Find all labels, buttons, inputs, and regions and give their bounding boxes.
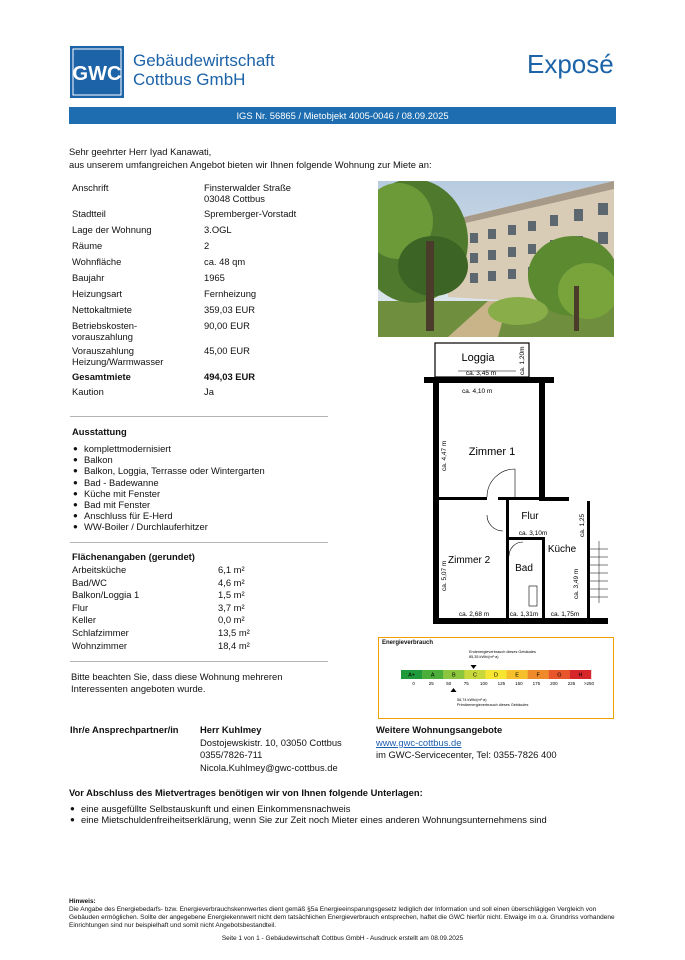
fact-label-line1: Betriebskosten- bbox=[72, 320, 138, 331]
dim-flur-width: ca. 3,10m bbox=[518, 530, 548, 537]
reference-ribbon: IGS Nr. 56865 / Mietobjekt 4005-0046 / 08.09.2025 bbox=[69, 107, 616, 124]
energy-scale-tick: 50 bbox=[446, 681, 452, 686]
list-item: ● eine ausgefüllte Selbstauskunft und einen Einkommensnachweis bbox=[69, 803, 629, 814]
divider bbox=[70, 542, 328, 543]
facts-table bbox=[72, 182, 322, 402]
energy-top-label1: Endenergieverbrauch dieses Gebäudes bbox=[469, 650, 536, 654]
fact-label: Heizungsart bbox=[72, 288, 123, 299]
fact-row-total bbox=[72, 371, 322, 386]
list-item: ● Balkon bbox=[72, 454, 332, 465]
fact-value: ca. 48 qm bbox=[204, 256, 246, 267]
fact-value: 1965 bbox=[204, 272, 225, 283]
fact-label: Lage der Wohnung bbox=[72, 224, 152, 235]
energy-scale-tick: 0 bbox=[412, 681, 415, 686]
fact-row bbox=[72, 256, 322, 272]
area-value: 3,7 m² bbox=[218, 601, 245, 613]
area-row bbox=[72, 640, 322, 653]
energy-bottom-label2: Primärenergieverbrauch dieses Gebäudes bbox=[457, 703, 529, 707]
more-offers bbox=[376, 724, 557, 762]
room-zimmer2: Zimmer 2 bbox=[448, 555, 491, 566]
energy-scale-tick: 100 bbox=[480, 681, 488, 686]
greeting bbox=[69, 146, 432, 171]
greeting-line1: Sehr geehrter Herr Iyad Kanawati, bbox=[69, 146, 212, 157]
energy-class-label: E bbox=[515, 672, 519, 679]
fact-value: 359,03 EUR bbox=[204, 304, 256, 315]
dim-zimmer2-height: ca. 5,07 m bbox=[441, 560, 448, 591]
website-link[interactable]: www.gwc-cottbus.de bbox=[376, 736, 462, 748]
notice-line1: Bitte beachten Sie, dass diese Wohnung mehreren bbox=[71, 671, 283, 682]
features-title: Ausstattung bbox=[72, 426, 127, 437]
company-logo bbox=[70, 46, 124, 98]
divider bbox=[70, 661, 328, 662]
fact-label bbox=[72, 345, 204, 371]
dim-loggia-height: ca. 1,20m bbox=[519, 346, 526, 375]
area-row bbox=[72, 627, 322, 640]
contact-address: Dostojewskistr. 10, 03050 Cottbus bbox=[200, 736, 342, 748]
list-item: ● Küche mit Fenster bbox=[72, 488, 332, 499]
contact-label: Ihr/e Ansprechpartner/in bbox=[70, 724, 179, 735]
fact-value bbox=[204, 182, 322, 208]
room-bad: Bad bbox=[515, 563, 533, 574]
dim-zimmer1-width: ca. 4,10 m bbox=[462, 388, 493, 395]
fact-value-line2: 03048 Cottbus bbox=[204, 193, 265, 204]
notice bbox=[71, 671, 282, 695]
notice-line2: Interessenten angeboten wurde. bbox=[71, 683, 206, 694]
energy-scale-tick: 225 bbox=[567, 681, 576, 686]
page-footer: Seite 1 von 1 - Gebäudewirtschaft Cottbus GmbH - Ausdruck erstellt am 08.09.2025 bbox=[221, 935, 464, 942]
fact-row bbox=[72, 288, 322, 304]
energy-label bbox=[378, 637, 614, 719]
energy-scale-tick: 25 bbox=[428, 681, 434, 686]
area-row bbox=[72, 614, 322, 627]
fact-label: Baujahr bbox=[72, 272, 105, 283]
document-type: Exposé bbox=[527, 49, 614, 79]
fact-value: 90,00 EUR bbox=[204, 320, 250, 331]
dim-kueche-height: ca. 3,49 m bbox=[573, 568, 580, 599]
area-label: Arbeitsküche bbox=[72, 564, 127, 575]
service-center: im GWC-Servicecenter, Tel: 0355-7826 400 bbox=[376, 749, 557, 761]
company-line2: Cottbus GmbH bbox=[133, 70, 246, 89]
area-label: Bad/WC bbox=[72, 576, 107, 588]
fact-value: 3.OGL bbox=[204, 224, 232, 235]
energy-class-label: D bbox=[494, 672, 498, 679]
contact-name: Herr Kuhlmey bbox=[200, 724, 262, 735]
energy-class-label: A bbox=[430, 672, 435, 679]
fact-label: Anschrift bbox=[72, 182, 109, 193]
energy-class-label: H bbox=[578, 672, 583, 679]
list-item: ● Anschluss für E-Herd bbox=[72, 510, 332, 521]
documents-section bbox=[69, 787, 629, 825]
fact-row bbox=[72, 272, 322, 288]
area-row bbox=[72, 602, 322, 615]
energy-scale bbox=[379, 638, 612, 717]
energy-scale-tick: 125 bbox=[497, 681, 506, 686]
company-name bbox=[133, 51, 275, 89]
fact-value: 2 bbox=[204, 240, 210, 251]
energy-bottom-label1: 56,74 kWh/(m²·a) bbox=[457, 698, 487, 702]
room-kueche: Küche bbox=[547, 544, 577, 555]
company-line1: Gebäudewirtschaft bbox=[133, 51, 275, 70]
fact-row bbox=[72, 240, 322, 256]
features-list bbox=[72, 443, 332, 533]
energy-scale-tick: 75 bbox=[463, 681, 469, 686]
energy-scale-tick: 200 bbox=[550, 681, 558, 686]
fact-label-line2: Heizung/Warmwasser bbox=[72, 356, 164, 367]
fact-row bbox=[72, 304, 322, 318]
fact-label-line2: vorauszahlung bbox=[72, 331, 133, 342]
fact-label: Wohnfläche bbox=[72, 256, 122, 267]
room-flur: Flur bbox=[521, 511, 539, 522]
energy-class-label: A+ bbox=[408, 672, 416, 679]
dim-kueche-width: ca. 1,75m bbox=[550, 611, 580, 618]
logo-text: GWC bbox=[72, 63, 122, 85]
fact-value: 45,00 EUR bbox=[204, 345, 250, 356]
area-label: Wohnzimmer bbox=[72, 639, 128, 651]
dim-bad-width: ca. 1,31m bbox=[509, 611, 539, 618]
fact-label bbox=[72, 320, 204, 345]
fact-label: Stadtteil bbox=[72, 208, 106, 219]
list-item: ● Bad - Badewanne bbox=[72, 477, 332, 488]
floor-plan bbox=[378, 341, 614, 633]
area-value: 18,4 m² bbox=[218, 639, 250, 651]
energy-scale-tick: 150 bbox=[515, 681, 523, 686]
energy-class-label: F bbox=[536, 672, 540, 679]
list-item: ● Bad mit Fenster bbox=[72, 499, 332, 510]
hint-text: Die Angabe des Energiebedarfs- bzw. Energieverbrauchskennwertes dient gemäß §5a Energieeinsparungsgesetz lediglich der Information und soll einen überschlägigen Vergleich von Gebäuden ermöglichen. Sollte der angegebene Energiekennwert nicht dem tatsächlichen Energieverbrauch entsprechen, haftet die GWC hierfür nicht. Etwaige im o.a. Grundriss vorhandene Einrichtungen sind nur beispielhaft und somit nicht Angebotsbestandteil. bbox=[69, 906, 615, 929]
contact-block bbox=[200, 724, 342, 774]
energy-title: Energieverbrauch bbox=[382, 640, 434, 646]
area-value: 13,5 m² bbox=[218, 626, 250, 638]
features-section bbox=[72, 426, 332, 533]
documents-list bbox=[69, 803, 629, 825]
fact-row bbox=[72, 386, 322, 402]
list-item: ● WW-Boiler / Durchlauferhitzer bbox=[72, 521, 332, 532]
list-item: ● Balkon, Loggia, Terrasse oder Wintergarten bbox=[72, 465, 332, 476]
fact-value: Spremberger-Vorstadt bbox=[204, 208, 297, 219]
dim-flur-height: ca. 1,25 bbox=[579, 513, 586, 537]
room-zimmer1: Zimmer 1 bbox=[468, 446, 516, 458]
fact-label: Kaution bbox=[72, 386, 104, 397]
contact-email[interactable]: Nicola.Kuhlmey@gwc-cottbus.de bbox=[200, 761, 338, 773]
hint bbox=[69, 898, 617, 930]
area-label: Balkon/Loggia 1 bbox=[72, 589, 140, 601]
fact-row bbox=[72, 345, 322, 371]
documents-title: Vor Abschluss des Mietvertrages benötigen wir von Ihnen folgende Unterlagen: bbox=[69, 787, 423, 798]
list-item: ● eine Mietschuldenfreiheitserklärung, wenn Sie zur Zeit noch Mieter eines anderen Wohnungsunternehmens sind bbox=[69, 814, 629, 825]
more-offers-title: Weitere Wohnungsangebote bbox=[376, 724, 503, 735]
area-label: Flur bbox=[72, 601, 89, 613]
contact-phone[interactable]: 0355/7826-711 bbox=[200, 749, 263, 761]
area-label: Schlafzimmer bbox=[72, 626, 129, 638]
fact-row bbox=[72, 318, 322, 345]
fact-value-line1: Finsterwalder Straße bbox=[204, 182, 292, 193]
area-value: 6,1 m² bbox=[218, 564, 245, 575]
fact-label: Gesamtmiete bbox=[72, 371, 131, 382]
energy-top-label2: 85,35 kWh/(m²·a) bbox=[469, 655, 499, 659]
fact-value: Ja bbox=[204, 386, 214, 397]
fact-value: Fernheizung bbox=[204, 288, 257, 299]
divider bbox=[70, 416, 328, 417]
room-loggia: Loggia bbox=[461, 352, 495, 364]
fact-row bbox=[72, 224, 322, 240]
dim-loggia-width: ca. 3,45 m bbox=[465, 370, 497, 377]
area-row bbox=[72, 589, 322, 602]
building-photo bbox=[378, 181, 614, 337]
fact-label: Räume bbox=[72, 240, 103, 251]
greeting-line2: aus unserem umfangreichen Angebot bieten wir Ihnen folgende Wohnung zur Miete an: bbox=[69, 158, 432, 170]
dim-zimmer1-height: ca. 4,47 m bbox=[441, 440, 448, 471]
energy-scale-tick: 175 bbox=[532, 681, 541, 686]
energy-class-label: B bbox=[451, 672, 456, 679]
dim-zimmer2-width: ca. 2,68 m bbox=[458, 611, 490, 618]
areas-section bbox=[72, 551, 322, 652]
area-row bbox=[72, 564, 322, 577]
fact-label-line1: Vorauszahlung bbox=[72, 345, 135, 356]
area-value: 1,5 m² bbox=[218, 589, 245, 601]
area-value: 4,6 m² bbox=[218, 576, 245, 588]
area-row bbox=[72, 577, 322, 590]
fact-label: Nettokaltmiete bbox=[72, 304, 132, 315]
hint-title: Hinweis: bbox=[69, 898, 96, 905]
area-value: 0,0 m² bbox=[218, 614, 245, 626]
energy-class-label: C bbox=[472, 672, 477, 679]
fact-value: 494,03 EUR bbox=[204, 371, 256, 382]
areas-title: Flächenangaben (gerundet) bbox=[72, 551, 195, 562]
list-item: ● komplettmodernisiert bbox=[72, 443, 332, 454]
fact-row bbox=[72, 182, 322, 208]
fact-row bbox=[72, 208, 322, 224]
energy-scale-tick: >250 bbox=[583, 681, 595, 686]
area-label: Keller bbox=[72, 614, 96, 626]
energy-class-label: G bbox=[557, 672, 562, 679]
